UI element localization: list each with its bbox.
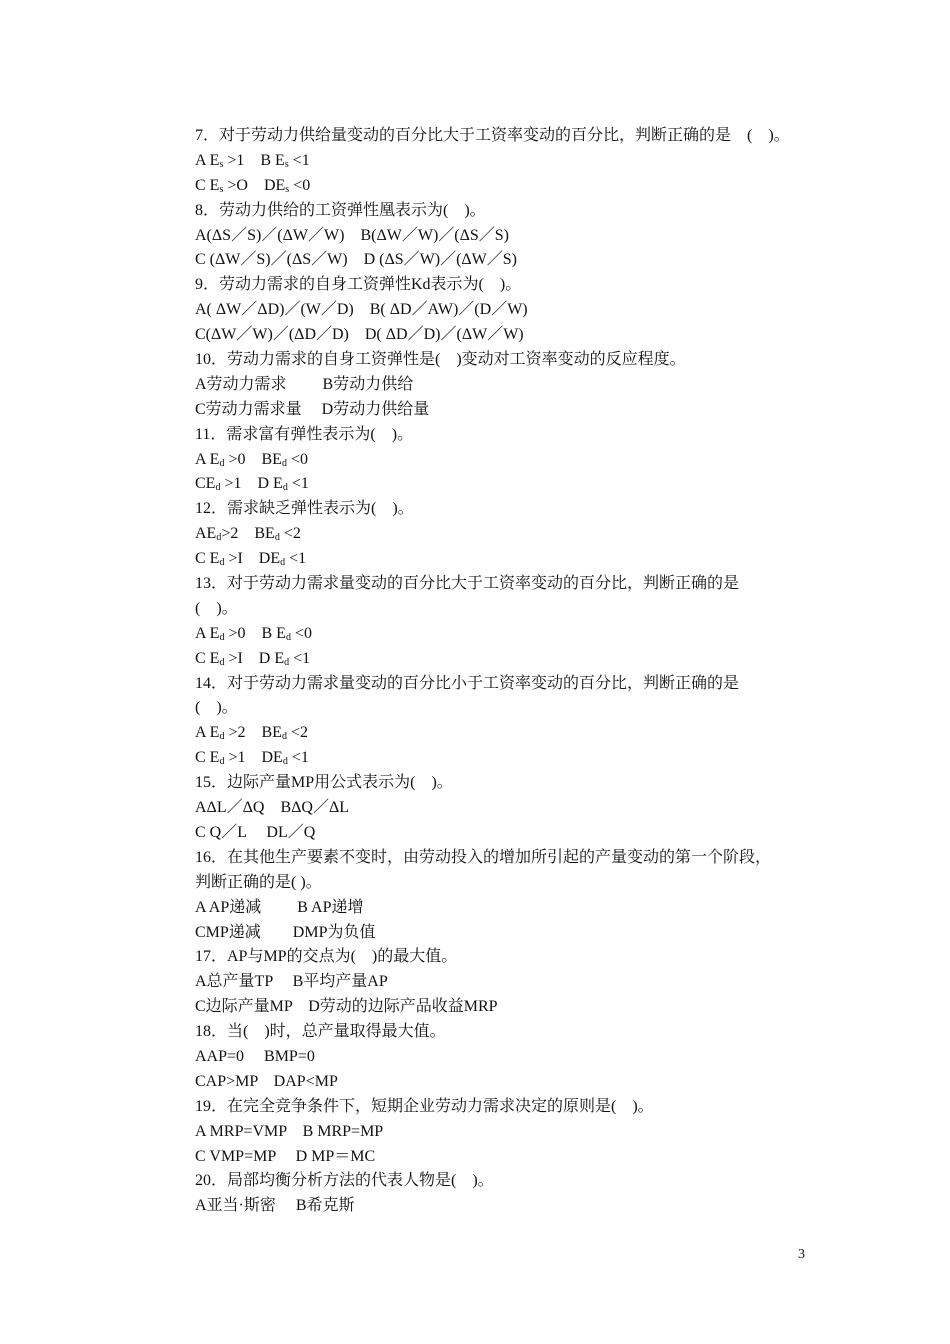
- text-line: 19．在完全竞争条件下，短期企业劳动力需求决定的原则是( )。: [195, 1097, 654, 1115]
- text-line: 7．对于劳动力供给量变动的百分比大于工资率变动的百分比，判断正确的是 ( )。: [195, 127, 790, 144]
- text-line: C劳动力需求量 D劳动力供给量: [195, 400, 430, 418]
- text-line: 18．当( )时，总产量取得最大值。: [195, 1023, 446, 1041]
- text-line: C边际产量MP D劳动的边际产品收益MRP: [195, 998, 498, 1016]
- text-line: 12．需求缺乏弹性表示为( )。: [195, 500, 414, 518]
- text-line: 15．边际产量MP用公式表示为( )。: [195, 774, 453, 792]
- text-line: 判断正确的是( )。: [195, 873, 322, 891]
- page-number: 3: [798, 1247, 805, 1262]
- text-line: A(ΔS／S)／(ΔW／W) B(ΔW／W)／(ΔS／S): [195, 226, 510, 244]
- text-line: ( )。: [195, 599, 238, 617]
- text-line: A $E_d >2$ $BE_d <2$: [195, 724, 308, 743]
- question-text-block: [195, 124, 835, 1219]
- text-line: A亚当·斯密 B希克斯: [195, 1197, 355, 1215]
- text-line: C Q／L DL／Q: [195, 823, 316, 841]
- text-line: A $E_d >0$ B $E_d <0$: [195, 624, 312, 643]
- text-line: A MRP=VMP B MRP=MP: [195, 1122, 384, 1140]
- text-line: A( ΔW／ΔD)／(W／D) B( ΔD／AW)／(D／W): [195, 301, 528, 319]
- text-line: A劳动力需求 B劳动力供给: [195, 375, 414, 393]
- text-line: $AE_d>2$ $BE_d <2$: [195, 525, 301, 544]
- text-line: C $E_d >I$ $DE_d <1$: [195, 550, 307, 569]
- text-line: C VMP=MP D MP＝MC: [195, 1147, 376, 1165]
- text-line: 20．局部均衡分析方法的代表人物是( )。: [195, 1172, 494, 1190]
- text-line: A $E_s >1$ B $E_s <1$: [195, 151, 310, 170]
- text-line: $CE_d >1$ D $E_d <1$: [195, 475, 309, 494]
- text-line: C $E_d >1$ $DE_d <1$: [195, 749, 309, 768]
- text-line: 14．对于劳动力需求量变动的百分比小于工资率变动的百分比，判断正确的是: [195, 674, 740, 692]
- text-line: A $E_d >0$ $BE_d <0$: [195, 450, 308, 469]
- text-line: C (ΔW／S)／(ΔS／W) D (ΔS／W)／(ΔW／S): [195, 251, 518, 269]
- text-line: 16．在其他生产要素不变时，由劳动投入的增加所引起的产量变动的第一个阶段，: [195, 848, 772, 866]
- text-line: ( )。: [195, 699, 238, 717]
- text-line: 9．劳动力需求的自身工资弹性Kd表示为( )。: [195, 276, 522, 294]
- text-line: AAP=0 BMP=0: [195, 1047, 315, 1065]
- text-line: AΔL／ΔQ BΔQ／ΔL: [195, 799, 350, 817]
- text-line: C $E_d >I$ D $E_d <1$: [195, 649, 311, 668]
- text-line: A总产量TP B平均产量AP: [195, 973, 388, 991]
- text-line: 11．需求富有弹性表示为( )。: [195, 425, 414, 443]
- text-line: A AP递减 B AP递增: [195, 898, 364, 916]
- text-line: 17．AP与MP的交点为( )的最大值。: [195, 948, 458, 966]
- text-line: 8．劳动力供给的工资弹性凰表示为( )。: [195, 201, 486, 219]
- text-line: 10．劳动力需求的自身工资弹性是( )变动对工资率变动的反应程度。: [195, 351, 686, 369]
- text-line: CAP>MP DAP<MP: [195, 1072, 338, 1090]
- text-line: CMP递减 DMP为负值: [195, 923, 376, 941]
- text-line: 13．对于劳动力需求量变动的百分比大于工资率变动的百分比，判断正确的是: [195, 575, 740, 593]
- text-line: C(ΔW／W)／(ΔD／D) D( ΔD／D)／(ΔW／W): [195, 326, 524, 344]
- text-line: C $E_s >O$ $DE_s <0$: [195, 176, 311, 195]
